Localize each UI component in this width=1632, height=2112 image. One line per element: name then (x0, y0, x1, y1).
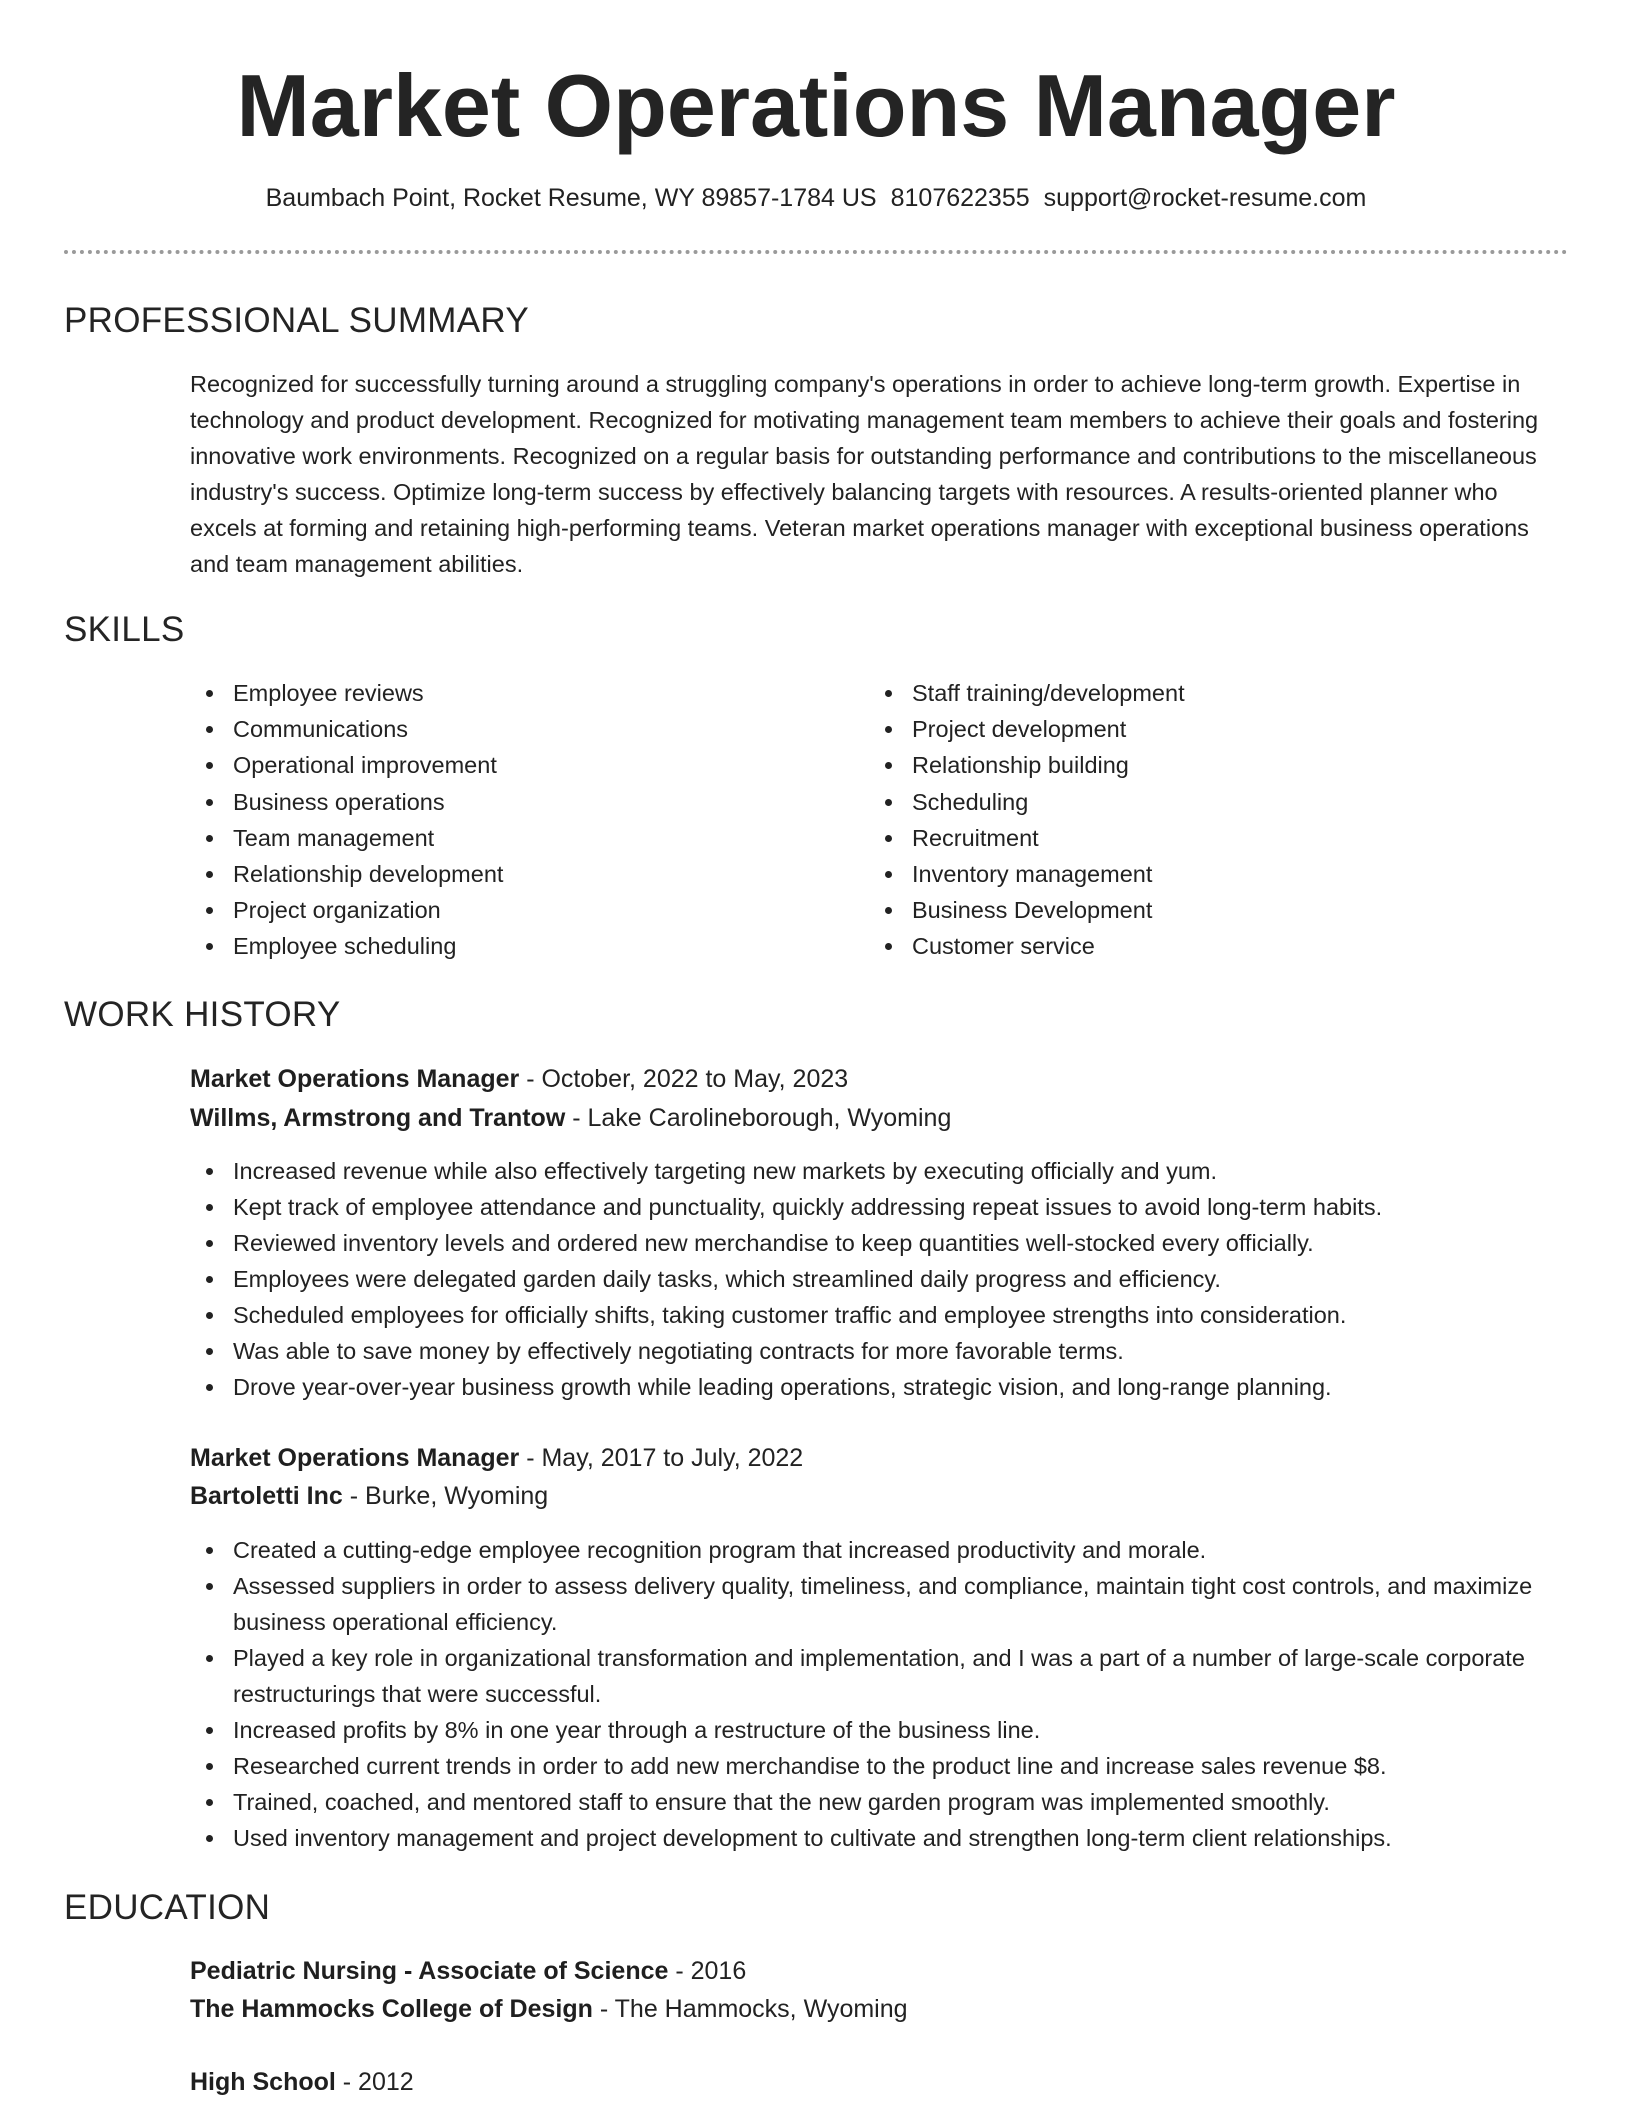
job-bullet: Increased revenue while also effectively targeting new markets by executing officially and yum. (190, 1153, 1570, 1189)
job-bullet: Played a key role in organizational transformation and implementation, and I was a part of a number of large-scale corporate restructurings that were successful. (190, 1640, 1570, 1712)
section-title-work-history: WORK HISTORY (64, 995, 341, 1034)
education-degree: High School (190, 2068, 336, 2096)
job-bullet: Kept track of employee attendance and punctuality, quickly addressing repeat issues to avoid long-term habits. (190, 1189, 1570, 1225)
job-location: - Lake Carolineborough, Wyoming (565, 1104, 952, 1132)
skill-item: Business operations (190, 784, 830, 820)
education-degree-line (190, 2064, 414, 2100)
education-school: The Hammocks College of Design (190, 1995, 593, 2023)
job-company-line (190, 1100, 951, 1136)
skills-list-right (869, 675, 1509, 965)
job-title-line (190, 1061, 848, 1097)
job-bullets (190, 1532, 1570, 1856)
job-bullet: Was able to save money by effectively negotiating contracts for more favorable terms. (190, 1333, 1570, 1369)
job-company: Bartoletti Inc (190, 1482, 343, 1510)
skills-list-left (190, 675, 830, 965)
resume-name-title: Market Operations Manager (236, 56, 1396, 155)
section-title-education: EDUCATION (64, 1888, 271, 1927)
job-bullet: Researched current trends in order to add new merchandise to the product line and increase sales revenue $8. (190, 1748, 1570, 1784)
skill-item: Project development (869, 711, 1509, 747)
job-bullet: Scheduled employees for officially shifts, taking customer traffic and employee strengths into consideration. (190, 1297, 1570, 1333)
job-role: Market Operations Manager (190, 1065, 520, 1093)
job-bullet: Drove year-over-year business growth while leading operations, strategic vision, and long-range planning. (190, 1369, 1570, 1405)
section-title-summary: PROFESSIONAL SUMMARY (64, 301, 529, 340)
skill-item: Scheduling (869, 784, 1509, 820)
job-role: Market Operations Manager (190, 1444, 520, 1472)
summary-text: Recognized for successfully turning around a struggling company's operations in order to achieve long-term growth. Expertise in technology and product development. Recognized for motivating management team members to achieve their goals and fostering innovative work environments. Recognized on a regular basis for outstanding performance and contributions to the miscellaneous industry's success. Optimize long-term success by effectively balancing targets with resources. A results-oriented planner who excels at forming and retaining high-performing teams. Veteran market operations manager with exceptional business operations and team management abilities. (190, 371, 1539, 577)
education-location: - The Hammocks, Wyoming (592, 1995, 908, 2023)
job-company: Willms, Armstrong and Trantow (190, 1104, 566, 1132)
job-title-line (190, 1440, 803, 1476)
header-divider (64, 250, 1568, 254)
education-school-line (190, 1991, 908, 2027)
job-dates: - October, 2022 to May, 2023 (519, 1065, 849, 1093)
skill-item: Employee scheduling (190, 928, 830, 964)
job-bullet: Increased profits by 8% in one year through a restructure of the business line. (190, 1712, 1570, 1748)
education-degree-line (190, 1953, 746, 1989)
skill-item: Staff training/development (869, 675, 1509, 711)
skill-item: Team management (190, 820, 830, 856)
job-bullet: Employees were delegated garden daily tasks, which streamlined daily progress and efficiency. (190, 1261, 1570, 1297)
skill-item: Communications (190, 711, 830, 747)
job-bullet: Trained, coached, and mentored staff to ensure that the new garden program was implemented smoothly. (190, 1784, 1570, 1820)
job-bullets (190, 1153, 1570, 1405)
skill-item: Relationship building (869, 747, 1509, 783)
skill-item: Business Development (869, 892, 1509, 928)
contact-address: Baumbach Point, Rocket Resume, WY 89857-1784 US (265, 184, 877, 212)
contact-line (0, 181, 1632, 215)
education-year: - 2012 (335, 2068, 414, 2096)
job-dates: - May, 2017 to July, 2022 (519, 1444, 804, 1472)
contact-phone: 8107622355 (890, 184, 1030, 212)
job-location: - Burke, Wyoming (342, 1482, 549, 1510)
job-bullet: Used inventory management and project development to cultivate and strengthen long-term client relationships. (190, 1820, 1570, 1856)
skill-item: Relationship development (190, 856, 830, 892)
skill-item: Inventory management (869, 856, 1509, 892)
skill-item: Project organization (190, 892, 830, 928)
job-company-line (190, 1478, 548, 1514)
skill-item: Recruitment (869, 820, 1509, 856)
education-year: - 2016 (668, 1957, 747, 1985)
job-bullet: Assessed suppliers in order to assess delivery quality, timeliness, and compliance, maintain tight cost controls, and maximize business operational efficiency. (190, 1568, 1570, 1640)
job-bullet: Reviewed inventory levels and ordered new merchandise to keep quantities well-stocked every officially. (190, 1225, 1570, 1261)
section-title-skills: SKILLS (64, 610, 185, 649)
skill-item: Employee reviews (190, 675, 830, 711)
skill-item: Operational improvement (190, 747, 830, 783)
skill-item: Customer service (869, 928, 1509, 964)
job-bullet: Created a cutting-edge employee recognition program that increased productivity and morale. (190, 1532, 1570, 1568)
contact-email: support@rocket-resume.com (1043, 184, 1367, 212)
education-degree: Pediatric Nursing - Associate of Science (190, 1957, 669, 1985)
